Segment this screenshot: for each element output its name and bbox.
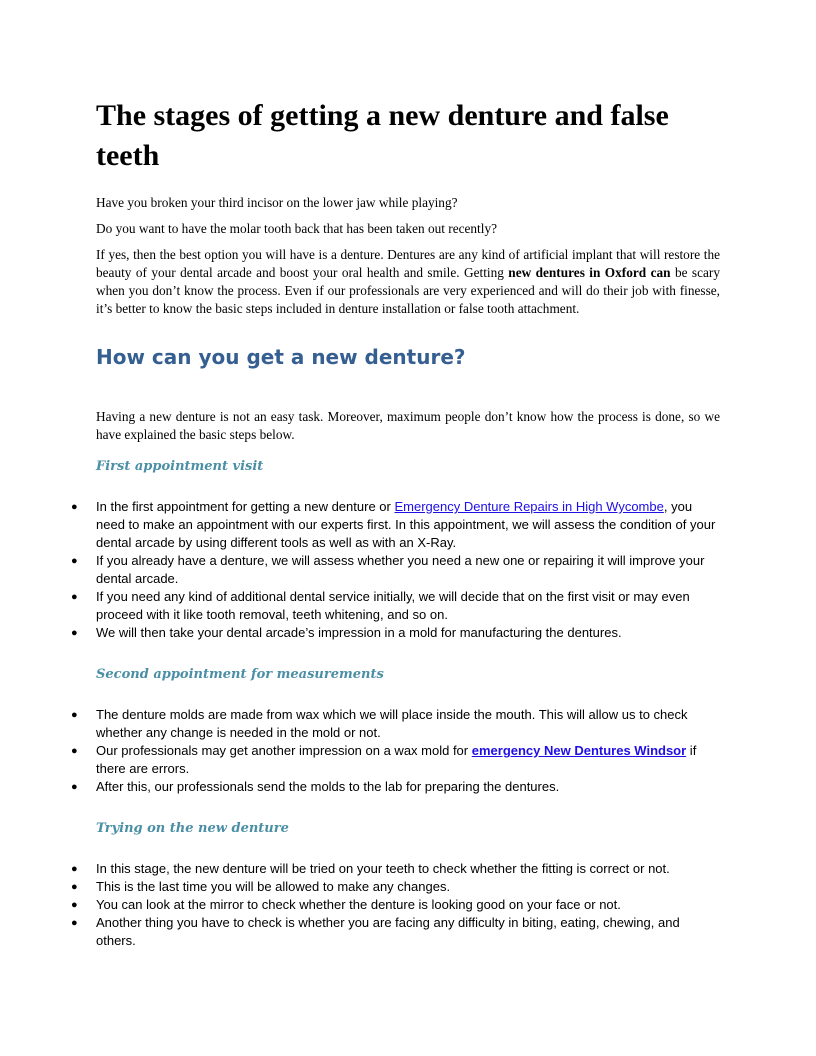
list-item [71,878,720,896]
emergency-denture-repairs-link[interactable]: Emergency Denture Repairs in High Wycombe [394,499,664,514]
bullet-icon: ● [71,881,78,893]
bullet-icon: ● [71,627,78,639]
bullet-icon: ● [71,709,78,721]
first-appointment-heading: First appointment visit [96,459,264,474]
bullet-icon: ● [71,781,78,793]
bullet-icon: ● [71,591,78,603]
list-item-text: The denture molds are made from wax which we will place inside the mouth. This will allow us to check whether any change is needed in the mold or not. [96,707,688,740]
intro-text-b: be scary when you don’t know the process. Even if our professionals are very experienced and will do their job with finesse, it’s better to know the basic steps included in denture installation or false tooth attachment. [96,265,720,316]
list-item-text: In this stage, the new denture will be tried on your teeth to check whether the fitting is correct or not. [96,861,670,876]
bullet-icon: ● [71,501,78,513]
list-item-text: After this, our professionals send the molds to the lab for preparing the dentures. [96,779,560,794]
intro-paragraph [96,246,720,318]
list-item-text: , you need to make an appointment with our experts first. In this appointment, we will assess the condition of your dental arcade by using different tools as well as with an X-Ray. [96,499,716,550]
bullet-icon: ● [71,917,78,929]
list-item [71,588,720,624]
list-item [71,498,720,552]
intro-question-2: Do you want to have the molar tooth back that has been taken out recently? [96,221,497,236]
list-item-text: In the first appointment for getting a new denture or [96,499,395,514]
list-item [71,706,720,742]
intro-text-a: If yes, then the best option you will have is a denture. Dentures are any kind of artificial implant that will restore the beauty of your dental arcade and boost your oral health and smile. Getting [96,247,720,280]
bullet-icon: ● [71,555,78,567]
second-appointment-heading: Second appointment for measurements [96,667,384,682]
section-heading: How can you get a new denture? [96,345,466,369]
list-item-text: Our professionals may get another impression on a wax mold for [96,743,472,758]
intro-question-1: Have you broken your third incisor on the lower jaw while playing? [96,195,458,210]
list-item-text: This is the last time you will be allowed to make any changes. [96,879,451,894]
bullet-icon: ● [71,745,78,757]
bullet-icon: ● [71,899,78,911]
list-item [71,552,720,588]
page-title: The stages of getting a new denture and false teeth [96,99,669,172]
first-appointment-list [71,498,720,642]
section-intro: Having a new denture is not an easy task. Moreover, maximum people don’t know how the process is done, so we have explained the basic steps below. [96,409,720,442]
list-item [71,778,720,796]
bullet-icon: ● [71,863,78,875]
list-item [71,914,720,950]
list-item-text: If you already have a denture, we will assess whether you need a new one or repairing it will improve your dental arcade. [96,553,705,586]
list-item [71,896,720,914]
list-item-text: If you need any kind of additional dental service initially, we will decide that on the first visit or may even proceed with it like tooth removal, teeth whitening, and so on. [96,589,690,622]
list-item-text: Another thing you have to check is whether you are facing any difficulty in biting, eating, chewing, and others. [96,915,680,948]
trying-denture-list [71,860,720,950]
list-item-text: We will then take your dental arcade’s impression in a mold for manufacturing the dentures. [96,625,622,640]
emergency-new-dentures-link[interactable]: emergency New Dentures Windsor [471,743,687,758]
list-item [71,742,720,778]
list-item-text: if there are errors. [96,743,697,776]
list-item [71,860,720,878]
document-page [71,96,720,950]
list-item [71,624,720,642]
intro-bold-keyword: new dentures in Oxford can [508,265,671,280]
list-item-text: You can look at the mirror to check whether the denture is looking good on your face or not. [96,897,621,912]
second-appointment-list [71,706,720,796]
trying-denture-heading: Trying on the new denture [96,821,289,836]
